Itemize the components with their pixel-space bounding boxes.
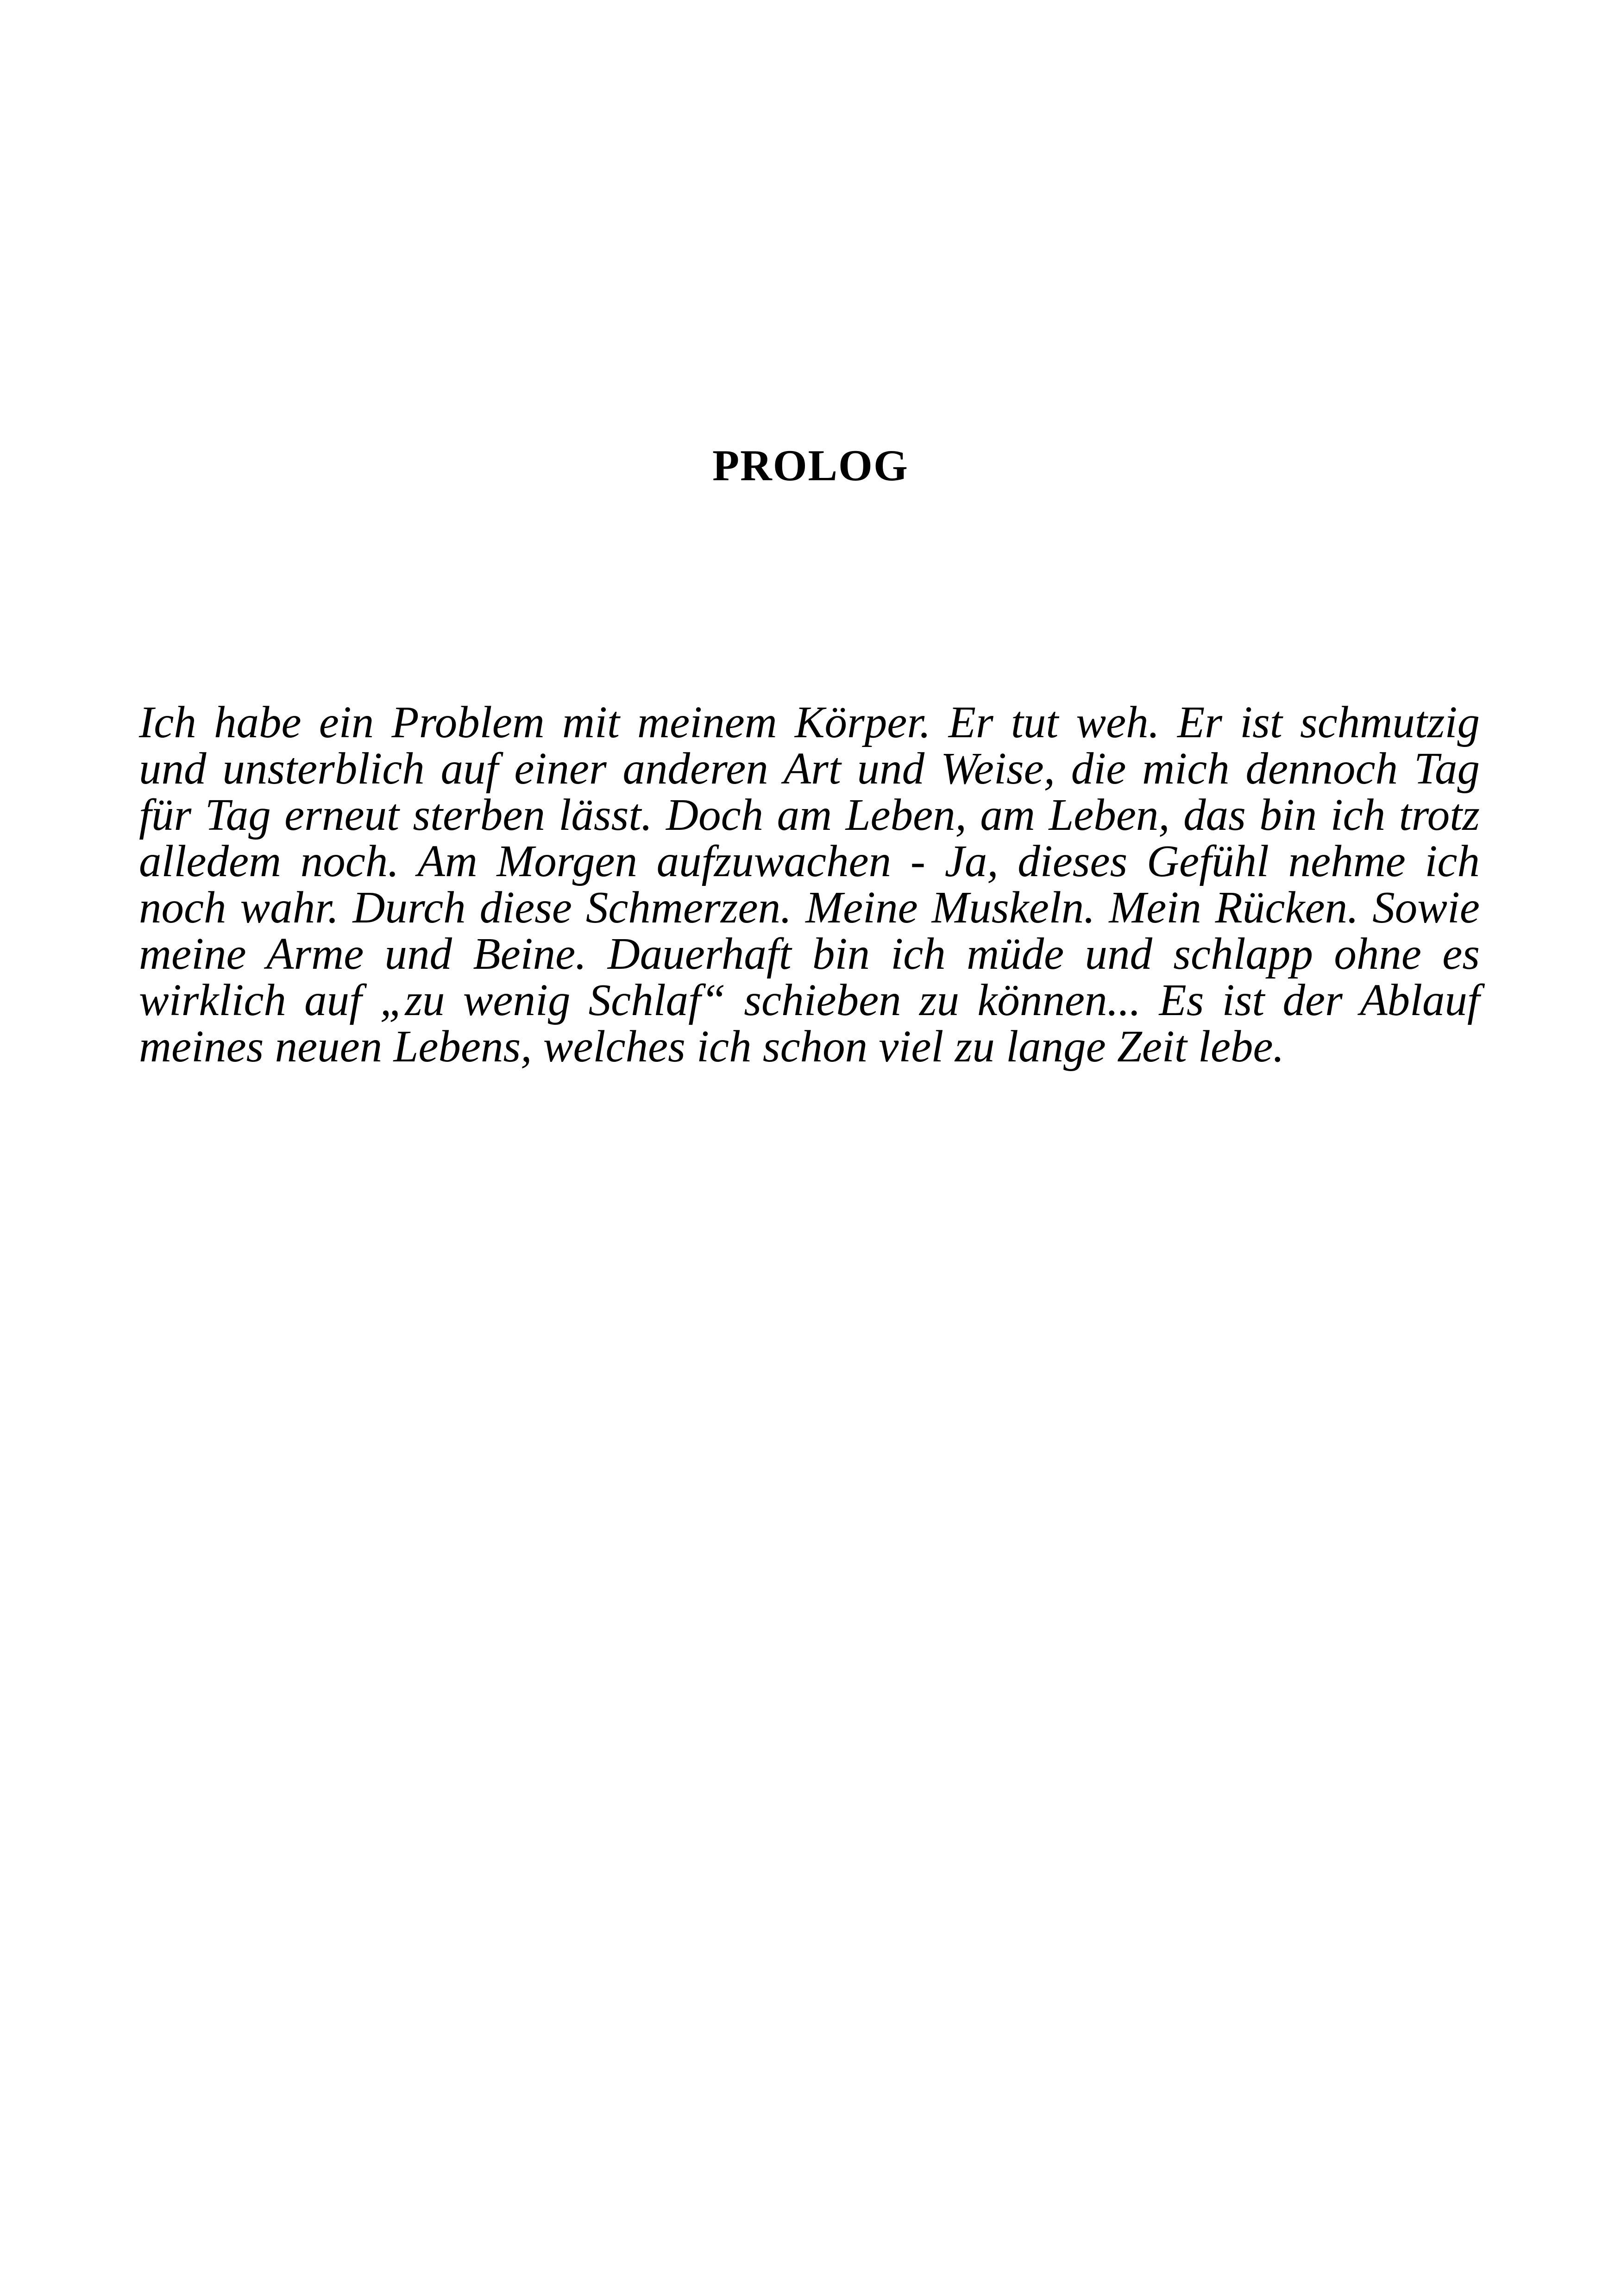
paragraph-line-1: Ich habe ein Problem mit meinem Körper. Er tut weh. Er ist schmutzig — [139, 697, 1480, 747]
paragraph-line-2: und unsterblich auf einer anderen Art und Weise, die mich dennoch Tag — [139, 744, 1480, 793]
prolog-paragraph — [139, 699, 1480, 1070]
paragraph-line-3: für Tag erneut sterben lässt. Doch am Leben, am Leben, das bin ich trotz — [139, 790, 1480, 840]
paragraph-line-4: alledem noch. Am Morgen aufzuwachen - Ja, dieses Gefühl nehme ich — [139, 836, 1480, 886]
paragraph-line-5: noch wahr. Durch diese Schmerzen. Meine Muskeln. Mein Rücken. Sowie — [139, 883, 1480, 932]
paragraph-line-7: wirklich auf „zu wenig Schlaf“ schieben zu können... Es ist der Ablauf — [139, 975, 1480, 1025]
page-title: PROLOG — [712, 441, 909, 490]
paragraph-line-8: meines neuen Lebens, welches ich schon viel zu lange Zeit lebe. — [139, 1022, 1284, 1071]
paragraph-line-6: meine Arme und Beine. Dauerhaft bin ich müde und schlapp ohne es — [139, 929, 1480, 979]
